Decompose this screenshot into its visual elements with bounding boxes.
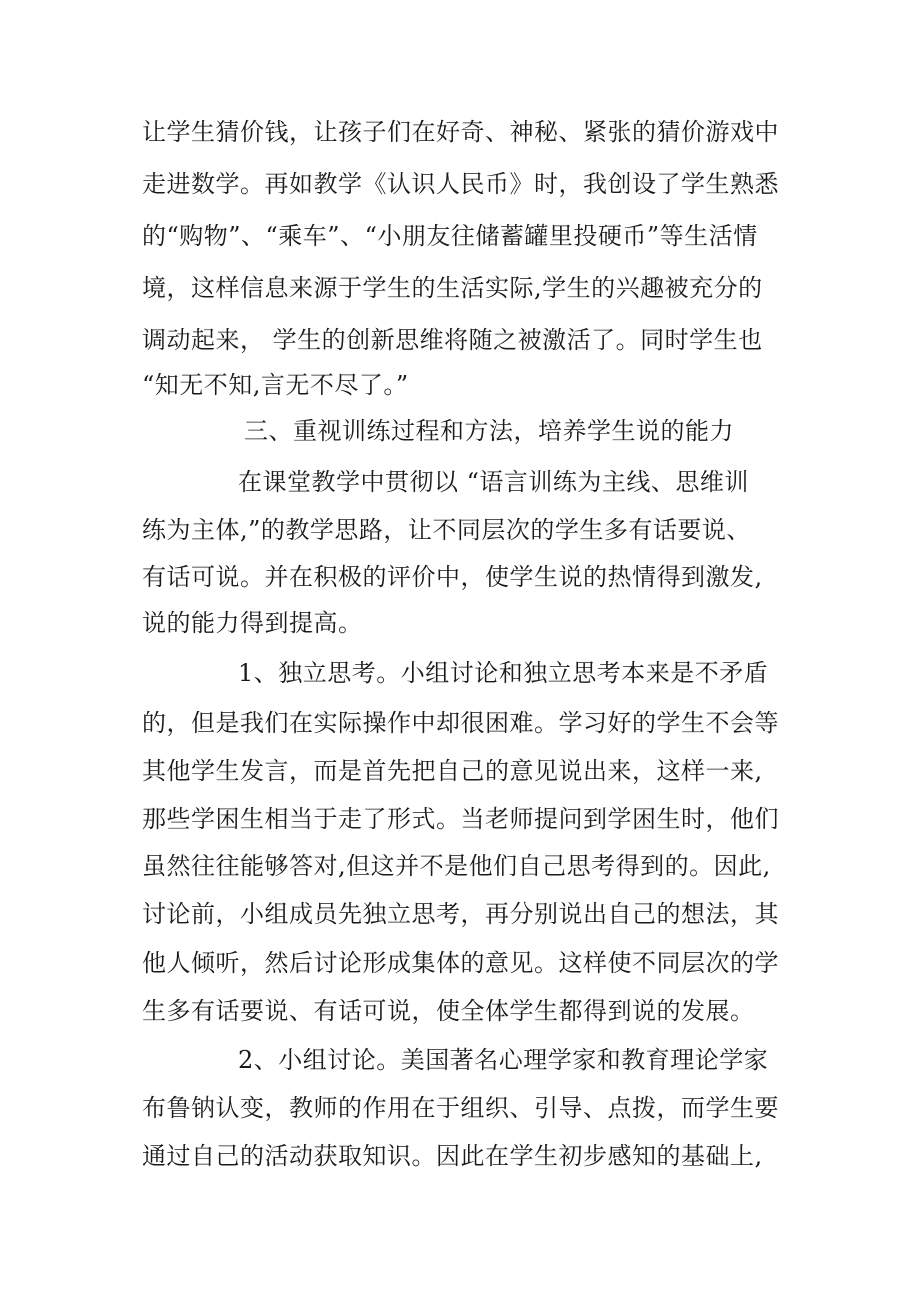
section-heading: 三、重视训练过程和方法，培养学生说的能力 bbox=[244, 417, 734, 445]
text-line: 生多有话要说、有话可说，使全体学生都得到说的发展。 bbox=[142, 997, 755, 1025]
text-line: “知无不知,言无不尽了。” bbox=[142, 371, 409, 399]
text-line: 说的能力得到提高。 bbox=[142, 609, 363, 637]
text-line: 有话可说。并在积极的评价中，使学生说的热情得到激发, bbox=[142, 563, 763, 591]
text-line: 布鲁钠认变，教师的作用在于组织、引导、点拨，而学生要 bbox=[142, 1094, 779, 1122]
text-line: 通过自己的活动获取知识。因此在学生初步感知的基础上, bbox=[142, 1142, 763, 1170]
text-line: 的“购物”、“乘车”、“小朋友往储蓄罐里投硬币”等生活情 bbox=[142, 222, 758, 250]
text-line: 讨论前，小组成员先独立思考，再分别说出自己的想法，其 bbox=[142, 900, 779, 928]
list-item-heading: 1、独立思考。小组讨论和独立思考本来是不矛盾 bbox=[238, 659, 769, 687]
text-line: 练为主体,”的教学思路，让不同层次的学生多有话要说、 bbox=[142, 516, 751, 544]
text-line: 走进数学。再如教学《认识人民币》时，我创设了学生熟悉 bbox=[142, 170, 779, 198]
text-line: 他人倾听，然后讨论形成集体的意见。这样使不同层次的学 bbox=[142, 949, 779, 977]
text-line: 其他学生发言，而是首先把自己的意见说出来，这样一来, bbox=[142, 757, 763, 785]
text-line: 的，但是我们在实际操作中却很困难。学习好的学生不会等 bbox=[142, 709, 779, 737]
text-line: 让学生猜价钱，让孩子们在好奇、神秘、紧张的猜价游戏中 bbox=[142, 118, 779, 146]
text-line: 在课堂教学中贯彻以 “语言训练为主线、思维训 bbox=[238, 468, 749, 496]
text-line: 那些学困生相当于走了形式。当老师提问到学困生时，他们 bbox=[142, 805, 779, 833]
text-line: 境，这样信息来源于学生的生活实际,学生的兴趣被充分的 bbox=[142, 274, 763, 302]
text-line: 虽然往往能够答对,但这并不是他们自己思考得到的。因此, bbox=[142, 852, 771, 880]
list-item-heading: 2、小组讨论。美国著名心理学家和教育理论学家 bbox=[238, 1046, 769, 1074]
text-line: 调动起来， 学生的创新思维将随之被激活了。同时学生也 bbox=[142, 326, 763, 354]
